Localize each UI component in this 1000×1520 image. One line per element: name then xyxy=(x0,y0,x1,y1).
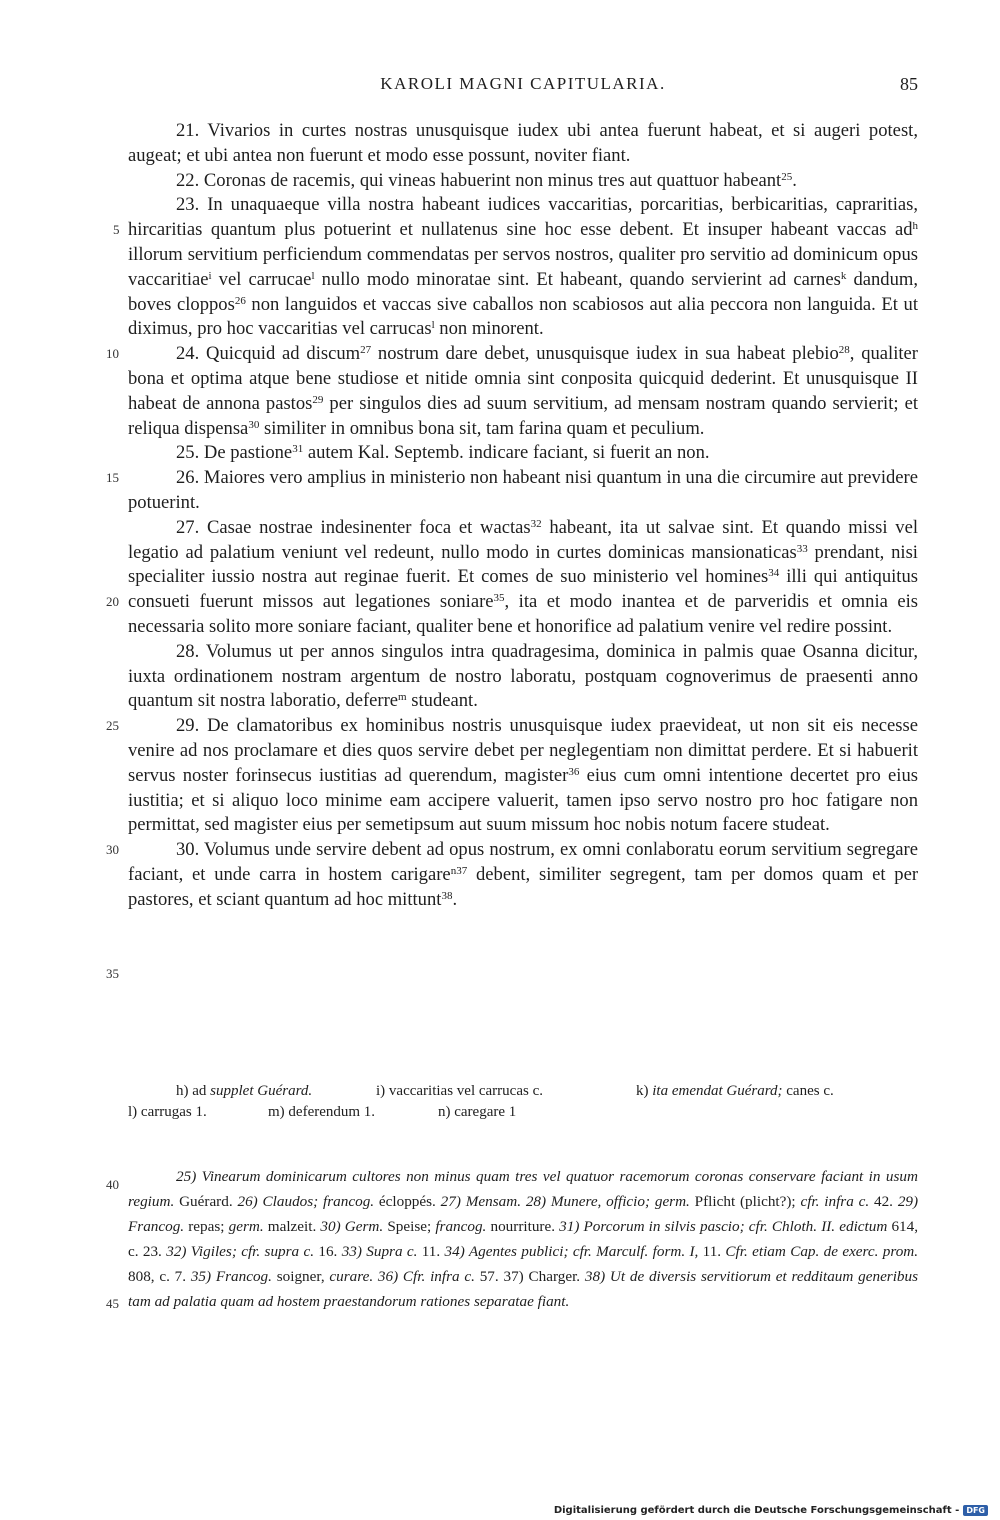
footnote-30: francog. xyxy=(431,1217,487,1235)
footnote-35: 35) Francog. xyxy=(190,1267,272,1285)
critical-apparatus xyxy=(128,1081,918,1123)
footnote-ref: 30 xyxy=(248,418,260,431)
note-text: k) xyxy=(636,1083,653,1099)
chapter-text: eius cum omni intentione decertet pro eius iustitia; et si aliquo loco minime eam accipere valuerit, tamen ipso servo nostro pro hoc fatigare non permittat, sed magister eius per semetipsum aut suum missum hoc nobis notum facere studeat. xyxy=(128,764,918,836)
chapter-text: 27. Casae nostrae indesinenter foca et wactas xyxy=(176,516,531,538)
chapter-text: illi qui antiquitus consueti fuerunt missos aut legationes soniare xyxy=(128,566,918,613)
chapter-23 xyxy=(128,193,918,342)
chapter-text: vel carrucae xyxy=(211,268,312,290)
note-text: h) ad xyxy=(176,1083,211,1099)
chapter-text: studeant. xyxy=(406,690,478,712)
footnote-30: nourriture. xyxy=(486,1217,556,1235)
line-number: 45 xyxy=(106,1296,119,1311)
footnote-33: 11. xyxy=(417,1242,441,1260)
footnote-28: 42. xyxy=(869,1192,893,1210)
chapter-text: autem Kal. Septemb. indicare faciant, si fuerit an non. xyxy=(303,442,710,464)
line-number: 30 xyxy=(106,842,119,857)
apparatus-line xyxy=(128,1081,918,1102)
chapter-26 xyxy=(128,466,918,516)
chapter-text: per singulos dies ad suum servitium, ad mensam nostram quando servierit; et reliqua dispensa xyxy=(128,392,918,439)
footnote-36: 36) Cfr. infra c. xyxy=(377,1267,475,1285)
footnote-26: 26) Claudos; francog. xyxy=(237,1192,375,1210)
chapter-text: dandum, boves cloppos xyxy=(128,268,919,315)
footnotes xyxy=(128,1165,918,1314)
chapter-text: non minorent. xyxy=(434,318,544,340)
chapter-text: debent, similiter segregent, tam per domos quam et per pastores, et sciant quantum ad hoc mittunt xyxy=(128,863,919,910)
chapter-text: 29. De clamatoribus ex hominibus nostris unusquisque iudex praevideat, ut non sit eis necesse venire ad nos proclamare et dies quos servire debet per neglegentiam non dimittat perdere. Et si habuerit servus noster forinsecus iustitias ad querendum, magister xyxy=(128,715,918,786)
chapter-28 xyxy=(128,640,918,714)
chapter-text: 22. Coronas de racemis, qui vineas habuerint non minus tres aut quattuor habeant xyxy=(176,169,782,191)
note-ref: l xyxy=(311,269,315,282)
footnote-block xyxy=(128,1165,918,1314)
note-ref: h xyxy=(912,220,918,233)
footnote-35: soigner, xyxy=(271,1267,325,1285)
running-header xyxy=(128,74,918,98)
line-number: 35 xyxy=(106,966,119,981)
footnote-34: 11. xyxy=(698,1242,722,1260)
footnote-31: 614, c. 23. xyxy=(128,1217,919,1260)
footnote-ref: 25 xyxy=(781,170,793,183)
chapter-25 xyxy=(128,441,918,466)
footnote-33: 33) Supra c. xyxy=(341,1242,418,1260)
chapter-text: non languidos et vaccas sive caballos non scabiosos aut alia peccora non languida. Et ut diximus, pro hoc vaccaritias vel carrucas xyxy=(128,293,918,340)
note-text: supplet Guérard. xyxy=(210,1083,313,1099)
main-text xyxy=(128,119,918,913)
footnote-ref: 32 xyxy=(530,517,542,530)
footnote-ref: 28 xyxy=(838,344,850,357)
footnote-35: curare. xyxy=(324,1267,374,1285)
digitization-credit xyxy=(554,1505,988,1516)
apparatus-note-i: i) vaccaritias vel carrucas c. xyxy=(376,1083,543,1099)
note-ref: i xyxy=(208,269,212,282)
footnote-34: Cfr. etiam Cap. de exerc. prom. xyxy=(721,1242,919,1260)
footnote-ref: 26 xyxy=(234,294,246,307)
footnote-34: 808, c. 7. xyxy=(128,1267,187,1285)
footnote-31: 31) Porcorum in silvis pascio; cfr. Chloth. II. edictum xyxy=(559,1217,888,1235)
footnote-29: malzeit. xyxy=(263,1217,317,1235)
chapter-24 xyxy=(128,342,918,441)
chapter-text: , qualiter bona et optima atque bene studiose et nitide omnia sint conposita quicquid dederint. Et unusquisque II habeat de annona pastos xyxy=(128,343,918,414)
chapter-text: 24. Quicquid ad discum xyxy=(176,343,361,365)
credit-text: Digitalisierung gefördert durch die Deutsche Forschungsgemeinschaft - xyxy=(553,1505,960,1516)
chapter-text: . xyxy=(792,169,797,191)
footnote-28: cfr. infra c. xyxy=(795,1192,870,1210)
apparatus-note-l: l) carrugas 1. xyxy=(128,1104,207,1120)
footnote-32: 32) Vigiles; cfr. supra c. xyxy=(166,1242,315,1260)
footnote-ref: 38 xyxy=(441,889,453,902)
page-number: 85 xyxy=(900,74,918,94)
footnote-ref: n37 xyxy=(450,864,468,877)
footnote-25: 25) Vinearum dominicarum cultores non minus quam tres vel quatuor racemorum coronas conservare faciant in usum regium. xyxy=(128,1168,918,1210)
note-ref: k xyxy=(840,269,847,282)
chapter-text: prendant, nisi specialiter iussio nostra aut reginae fuerit. Et comes de suo ministerio vel homines xyxy=(128,541,918,588)
chapter-text: 25. De pastione xyxy=(176,442,293,464)
footnote-28: Pflicht (plicht?); xyxy=(689,1192,796,1210)
chapter-text: nullo modo minoratae sint. Et habeant, quando servierint ad carnes xyxy=(314,268,841,290)
footnote-37: 37) Charger. xyxy=(503,1267,581,1285)
footnote-ref: 35 xyxy=(493,592,505,605)
chapter-text: , ita et modo inantea et de parveridis et omnia eis necessaria solito more soniare faciant, qualiter bene et honorifice ad palatium venire vel redire possint. xyxy=(128,591,919,637)
chapter-text: habeant, ita ut salvae sint. Et quando missi vel legatio ad palatium veniunt vel redeunt, nullo modo in curtes dominicas mansionaticas xyxy=(128,516,918,563)
footnote-ref: 33 xyxy=(796,542,808,555)
note-ref: l xyxy=(431,319,435,332)
chapter-text: 21. Vivarios in curtes nostras unusquisque iudex ubi antea fuerunt habeat, et si augeri potest, augeat; et ubi antea non fuerunt et modo esse possunt, noviter fiant. xyxy=(128,120,918,166)
footnote-36: 57. xyxy=(474,1267,499,1285)
note-ref: m xyxy=(398,691,407,704)
footnote-38: 38) Ut de diversis servitiorum et redditaum generibus tam ad palatia quam ad hostem praestandorum rationes separatae fiant. xyxy=(128,1267,919,1310)
footnote-34: 34) Agentes publici; cfr. Marculf. form. I, xyxy=(444,1242,699,1260)
line-number: 10 xyxy=(106,346,119,361)
chapter-text: similiter in omnibus bona sit, tam farina quam et peculium. xyxy=(259,417,705,439)
chapter-30 xyxy=(128,838,918,912)
chapter-text: nostrum dare debet, unusquisque iudex in sua habeat plebio xyxy=(371,343,839,365)
footnote-26: écloppés. xyxy=(374,1192,436,1210)
footnote-25: Guérard. xyxy=(174,1192,233,1210)
footnote-28: 28) Munere, officio; germ. xyxy=(525,1192,690,1210)
chapter-text: 30. Volumus unde servire debent ad opus nostrum, ex omni conlaboratu eorum servitium segregare faciant, et unde carra in hostem carigare xyxy=(128,839,918,885)
chapter-text: illorum servitium perficiendum commendatas per servos nostros, qualiter pro servitio ad dominicum opus vaccaritiae xyxy=(128,243,918,290)
running-title: KAROLI MAGNI CAPITULARIA. xyxy=(380,74,666,93)
chapter-text: 28. Volumus ut per annos singulos intra quadragesima, dominica in palmis quae Osanna dicitur, iuxta ordinationem nostram argentum de nostro laboratu, postquam cognoverimus de praesenti anno quantum sit nostra laboratio, deferre xyxy=(128,640,918,712)
apparatus-note-k xyxy=(636,1081,834,1102)
footnote-30: 30) Germ. xyxy=(320,1217,384,1235)
footnote-30: Speise; xyxy=(383,1217,432,1235)
footnote-27: 27) Mensam. xyxy=(440,1192,521,1210)
line-number: 20 xyxy=(106,594,119,609)
apparatus-note-m: m) deferendum 1. xyxy=(268,1104,376,1120)
footnote-ref: 31 xyxy=(292,443,304,456)
chapter-22 xyxy=(128,169,918,194)
footnote-32: 16. xyxy=(314,1242,338,1260)
chapter-27 xyxy=(128,516,918,640)
footnote-29: germ. xyxy=(224,1217,264,1235)
line-number: 40 xyxy=(106,1177,119,1192)
footnote-ref: 34 xyxy=(768,567,780,580)
chapter-text: . xyxy=(452,888,458,910)
line-number: 25 xyxy=(106,718,119,733)
footnote-ref: 36 xyxy=(568,765,580,778)
footnote-ref: 29 xyxy=(312,393,324,406)
note-text: ita emendat Guérard; xyxy=(652,1083,783,1099)
line-number: 5 xyxy=(113,222,120,237)
apparatus-line xyxy=(128,1102,918,1123)
chapter-text: 26. Maiores vero amplius in ministerio non habeant nisi quantum in una die circumire aut previdere potuerint. xyxy=(128,467,918,513)
dfg-logo: DFG xyxy=(963,1505,988,1516)
line-number: 15 xyxy=(106,470,119,485)
apparatus-note-h xyxy=(176,1081,376,1102)
chapter-21 xyxy=(128,119,918,169)
footnote-29: 29) Francog. xyxy=(128,1192,919,1235)
apparatus-note-n: n) caregare 1 xyxy=(438,1104,517,1120)
note-text: canes c. xyxy=(782,1083,834,1099)
chapter-text: 23. In unaquaeque villa nostra habeant iudices vaccaritias, porcaritias, berbicaritias, capraritias, hircaritias quantum plus potuerint et nullatenus sine hoc esse debent. Et insuper habeant vaccas ad xyxy=(128,194,918,241)
footnote-ref: 27 xyxy=(360,344,372,357)
chapter-29 xyxy=(128,714,918,838)
footnote-29: repas; xyxy=(184,1217,225,1235)
